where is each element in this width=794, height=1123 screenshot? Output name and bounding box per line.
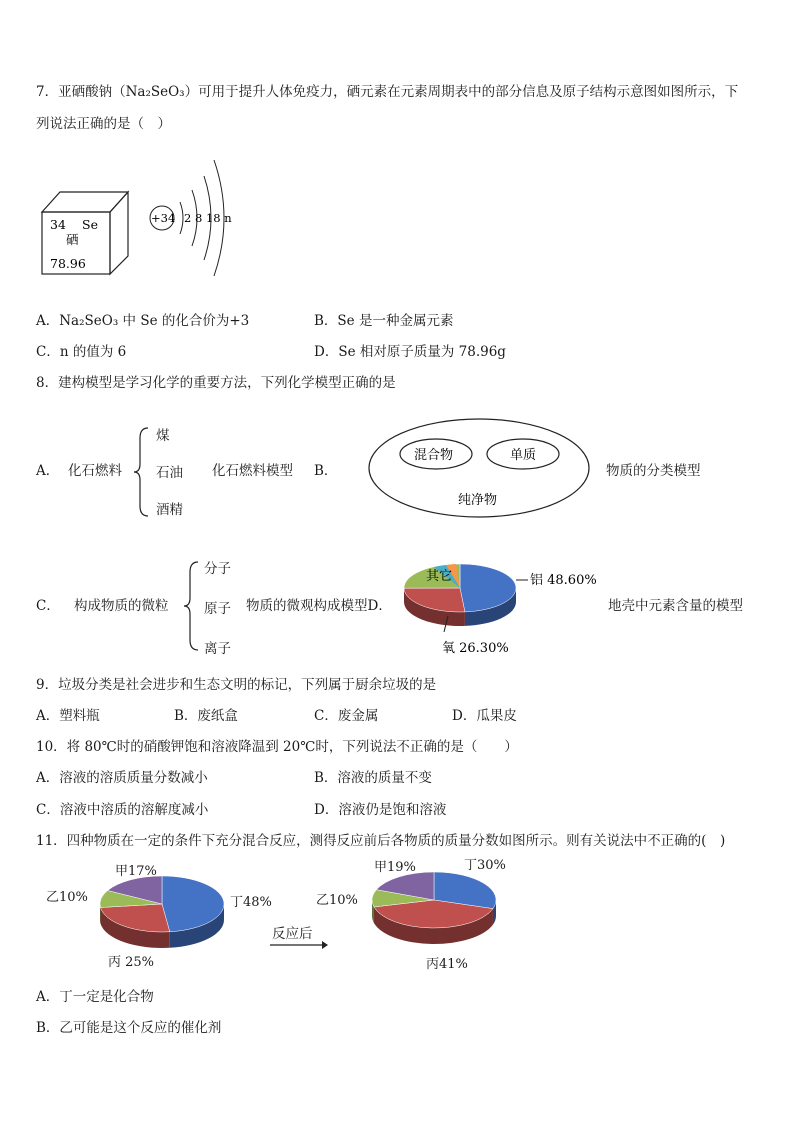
q8-c-root: 构成物质的微粒: [74, 598, 169, 614]
after-label-ding: 丁30%: [464, 858, 506, 873]
reaction-arrow-label: 反应后: [272, 926, 313, 942]
q8-c-item-molecule: 分子: [204, 561, 231, 577]
q8-a-root: 化石燃料: [68, 463, 122, 479]
q7-option-b: B．Se 是一种金属元素: [314, 313, 454, 329]
q8-d-caption: 地壳中元素含量的模型: [608, 598, 743, 614]
q8-a-item-oil: 石油: [156, 465, 183, 481]
q10-option-c: C．溶液中溶质的溶解度减小: [36, 802, 209, 818]
q8-a-item-alcohol: 酒精: [156, 502, 183, 518]
after-label-yi: 乙10%: [316, 893, 358, 908]
q8-a-label: A．: [36, 463, 60, 479]
q8-a-brace: [132, 426, 152, 518]
crust-element-pie-chart: [398, 556, 608, 660]
before-label-jia: 甲17%: [115, 864, 157, 879]
q10-option-d: D．溶液仍是饱和溶液: [314, 802, 447, 818]
cell-symbol: Se: [82, 217, 98, 232]
reaction-arrow: [268, 940, 330, 950]
q8-b-label: B．: [314, 463, 338, 479]
q9-stem: 9．垃圾分类是社会进步和生态文明的标记，下列属于厨余垃圾的是: [36, 677, 437, 693]
q8-stem: 8．建构模型是学习化学的重要方法，下列化学模型正确的是: [36, 375, 396, 391]
q7-stem-line1: 7．亚硒酸钠（Na₂SeO₃）可用于提升人体免疫力，硒元素在元素周期表中的部分信息及原子结构示意图如图所示，下: [36, 84, 739, 100]
q8-c-item-ion: 离子: [204, 641, 231, 657]
electron-shells: 2 8 18 n: [184, 211, 232, 225]
q7-option-d: D．Se 相对原子质量为 78.96g: [314, 344, 506, 360]
q8-c-label: C．: [36, 598, 60, 614]
cell-atomic-number: 34: [50, 217, 66, 232]
q10-stem: 10．将 80℃时的硝酸钾饱和溶液降温到 20℃时，下列说法不正确的是（ ）: [36, 739, 518, 755]
b-outer-pure: 纯净物: [458, 493, 498, 508]
q7-option-a: A．Na₂SeO₃ 中 Se 的化合价为+3: [36, 313, 250, 329]
q10-option-a: A．溶液的溶质质量分数减小: [36, 770, 208, 786]
before-reaction-pie-chart: [96, 870, 236, 954]
q7-option-c: C．n 的值为 6: [36, 344, 127, 360]
after-label-bing: 丙41%: [426, 957, 468, 972]
cell-name: 硒: [66, 232, 79, 247]
b-inner-mixture: 混合物: [414, 448, 454, 463]
after-reaction-pie-chart: [366, 868, 506, 954]
q7-stem-line2: 列说法正确的是（ ）: [36, 116, 171, 132]
atom-structure-diagram: [146, 150, 246, 286]
cell-mass: 78.96: [50, 256, 86, 271]
label-other: 其它: [426, 569, 453, 584]
q11-option-a: A．丁一定是化合物: [36, 989, 154, 1005]
q9-option-b: B．废纸盒: [174, 708, 238, 724]
q8-c-brace: [182, 560, 202, 652]
q11-option-b: B．乙可能是这个反应的催化剂: [36, 1020, 222, 1036]
nucleus-charge: +34: [151, 211, 176, 225]
q9-option-d: D．瓜果皮: [452, 708, 517, 724]
q8-a-caption: 化石燃料模型: [212, 463, 293, 479]
before-label-ding: 丁48%: [230, 895, 272, 910]
before-label-bing: 丙 25%: [108, 955, 155, 970]
q8-c-item-atom: 原子: [204, 601, 231, 617]
q8-c-caption: 物质的微观构成模型D．: [246, 598, 392, 614]
before-label-yi: 乙10%: [46, 890, 88, 905]
b-inner-element: 单质: [510, 448, 537, 463]
q11-stem: 11．四种物质在一定的条件下充分混合反应，测得反应前后各物质的质量分数如图所示。则有关说法中不正确的( ): [36, 833, 726, 849]
q8-a-item-coal: 煤: [156, 428, 170, 444]
q8-b-caption: 物质的分类模型: [606, 463, 701, 479]
label-oxygen: 氧 26.30%: [442, 641, 509, 656]
q10-option-b: B．溶液的质量不变: [314, 770, 432, 786]
q9-option-a: A．塑料瓶: [36, 708, 100, 724]
q9-option-c: C．废金属: [314, 708, 379, 724]
classification-diagram: [366, 416, 592, 520]
periodic-table-cell: [38, 186, 134, 278]
after-label-jia: 甲19%: [374, 860, 416, 875]
label-aluminum: 铝 48.60%: [530, 573, 597, 588]
